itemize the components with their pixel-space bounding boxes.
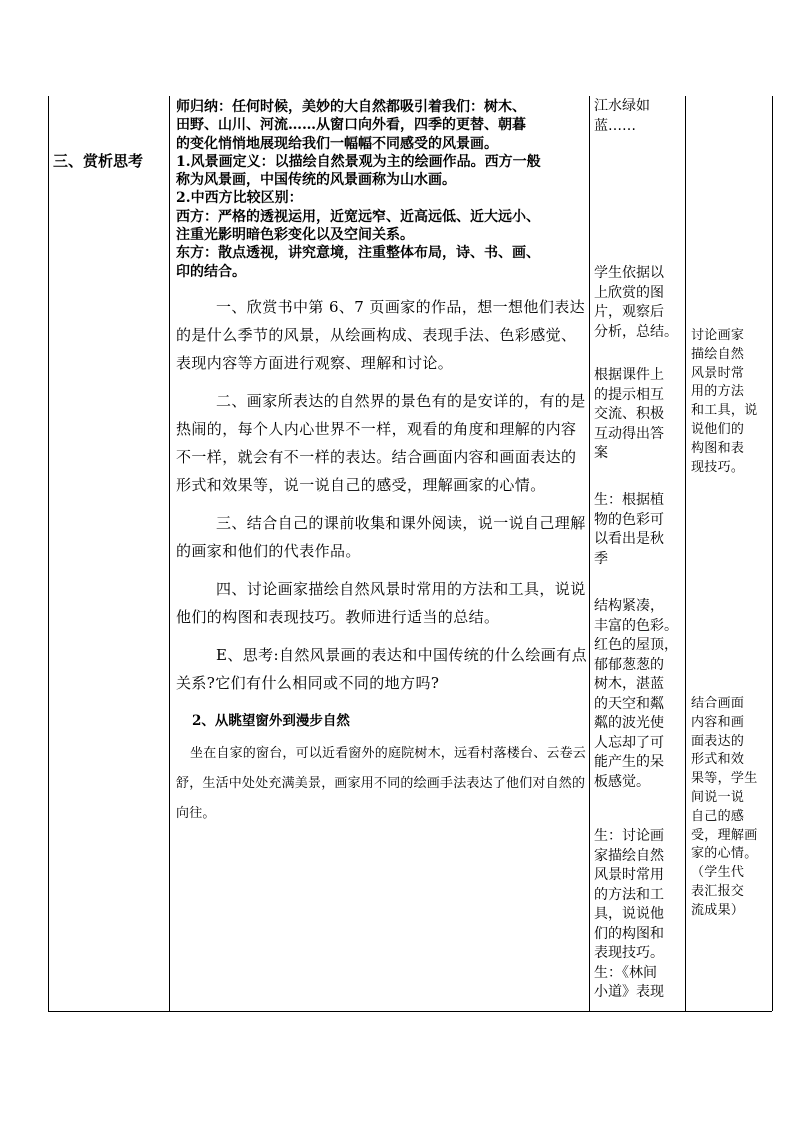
table-border-left	[48, 96, 49, 1011]
text-line: 生：根据植	[594, 492, 664, 508]
text-line: 人忘却了可	[594, 734, 664, 751]
student-note-1	[594, 264, 682, 342]
stage-label: 三、赏析思考	[53, 152, 144, 170]
text-line: 和工具，说	[691, 403, 758, 419]
text-line: 表汇报交	[691, 883, 745, 899]
activity-paragraph-1: 一、欣赏书中第 6、7 页画家的作品，想一想他们表达的是什么季节的风景，从绘画构成、表现手法、色彩感觉、表现内容等方面进行观察、理解和讨论。	[176, 297, 586, 372]
student-note-2	[594, 366, 682, 464]
text-line: 构图和表	[691, 440, 745, 456]
comparison-heading: 2.中西方比较区别：	[176, 190, 303, 207]
text-line: 内容和画	[691, 714, 745, 730]
text-line: 间说一说	[691, 789, 745, 805]
text-line: 丰富的色彩。	[594, 617, 678, 634]
table-border-right	[772, 96, 773, 1011]
text-line: 风景时常	[691, 365, 745, 381]
text-line: 生：《林间	[594, 964, 657, 981]
design-note-2	[691, 695, 767, 921]
text-line: 案	[594, 445, 608, 461]
text-line: 交流、积极	[594, 406, 664, 422]
teacher-activity-cell	[176, 98, 588, 829]
text-line: 面表达的	[691, 733, 745, 749]
summary-line: 的变化悄悄地展现给我们一幅幅不同感受的风景画。	[176, 135, 498, 152]
text-line: 互动得出答	[594, 425, 664, 442]
student-note-top	[594, 97, 682, 136]
text-line: （学生代	[691, 865, 745, 881]
text-line: 结构紧凑，	[594, 598, 664, 614]
text-line: 具，说说他	[594, 906, 664, 922]
western-line: 西方：严格的透视运用，近宽远窄、近高远低、近大远小、	[176, 208, 540, 225]
text-line: 板感觉。	[594, 773, 650, 790]
text-line: 片，观察后	[594, 304, 664, 320]
text-line: 上欣赏的图	[594, 284, 664, 301]
text-line: 们的构图和	[594, 925, 664, 942]
text-line: 树木，湛蓝	[594, 676, 664, 692]
text-line: 的天空和粼	[594, 695, 664, 712]
thinking-question: E、思考:自然风景画的表达和中国传统的什么绘画有点关系?它们有什么相同或不同的地方吗?	[176, 645, 588, 692]
text-line: 描绘自然	[691, 346, 745, 362]
column-divider-2	[589, 96, 590, 1011]
student-note-3	[594, 491, 682, 569]
text-line: 小道》表现	[594, 984, 664, 1000]
table-border-bottom	[48, 1011, 772, 1012]
text-line: 形式和效	[691, 752, 745, 768]
text-line: 现技巧。	[691, 459, 745, 475]
text-line: 分析，总结。	[594, 323, 678, 340]
text-line: 结合画面	[691, 696, 745, 711]
text-line: 家的心情。	[691, 846, 758, 862]
text-line: 自己的感	[691, 808, 745, 824]
definition-line: 1.风景画定义：以描绘自然景观为主的绘画作品。西方一般	[176, 153, 541, 170]
text-line: 江水绿如	[594, 98, 650, 114]
eastern-line: 东方：散点透视，讲究意境，注重整体布局，诗、书、画、	[176, 245, 540, 262]
student-note-5	[594, 827, 682, 1003]
closing-paragraph: 坐在自家的窗台，可以近看窗外的庭院树木，远看村落楼台、云卷云舒，生活中处处充满美景，画家用不同的绘画手法表达了他们对自然的向往。	[176, 745, 587, 821]
text-line: 果等，学生	[691, 771, 758, 787]
text-line: 红色的屋顶，	[594, 637, 678, 653]
text-line: 讨论画家	[691, 328, 745, 343]
text-line: 粼的波光使	[594, 715, 664, 731]
student-note-4	[594, 597, 682, 792]
western-line: 注重光影明暗色彩变化以及空间关系。	[176, 227, 414, 244]
text-line: 说他们的	[691, 421, 745, 437]
text-line: 蓝……	[594, 117, 636, 134]
design-note-1	[691, 327, 767, 477]
summary-line: 师归纳：任何时候，美妙的大自然都吸引着我们：树木、	[176, 99, 526, 115]
activity-paragraph-4: 四、讨论画家描绘自然风景时常用的方法和工具，说说他们的构图和表现技巧。教师进行适当的总结。	[176, 579, 586, 626]
text-line: 以看出是秋	[594, 531, 664, 547]
text-line: 郁郁葱葱的	[594, 656, 664, 673]
eastern-line: 印的结合。	[176, 263, 246, 280]
text-line: 流成果）	[691, 902, 745, 918]
section-subheading: 2、从眺望窗外到漫步自然	[192, 712, 350, 729]
column-divider-3	[685, 96, 686, 1011]
text-line: 物的色彩可	[594, 511, 664, 528]
text-line: 受，理解画	[691, 827, 758, 843]
text-line: 的方法和工	[594, 886, 664, 903]
activity-paragraph-3: 三、结合自己的课前收集和课外阅读，说一说自己理解的画家和他们的代表作品。	[176, 513, 586, 560]
text-line: 的提示相互	[594, 386, 664, 403]
activity-paragraph-2: 二、画家所表达的自然界的景色有的是安详的，有的是热闹的，每个人内心世界不一样，观看的角度和理解的内容不一样，就会有不一样的表达。结合画面内容和画面表达的形式和效果等，说一说自己的感受，理解画家的心情。	[176, 391, 586, 494]
definition-line: 称为风景画，中国传统的风景画称为山水画。	[176, 172, 456, 189]
text-line: 能产生的呆	[594, 754, 664, 770]
text-line: 学生依据以	[594, 265, 664, 281]
summary-line: 田野、山川、河流……从窗口向外看，四季的更替、朝暮	[176, 117, 526, 134]
text-line: 季	[594, 550, 608, 567]
text-line: 风景时常用	[594, 867, 664, 883]
column-divider-1	[169, 96, 170, 1011]
text-line: 表现技巧。	[594, 945, 664, 961]
text-line: 根据课件上	[594, 367, 664, 383]
text-line: 生：讨论画	[594, 828, 664, 844]
text-line: 用的方法	[691, 384, 745, 400]
text-line: 家描绘自然	[594, 847, 664, 864]
